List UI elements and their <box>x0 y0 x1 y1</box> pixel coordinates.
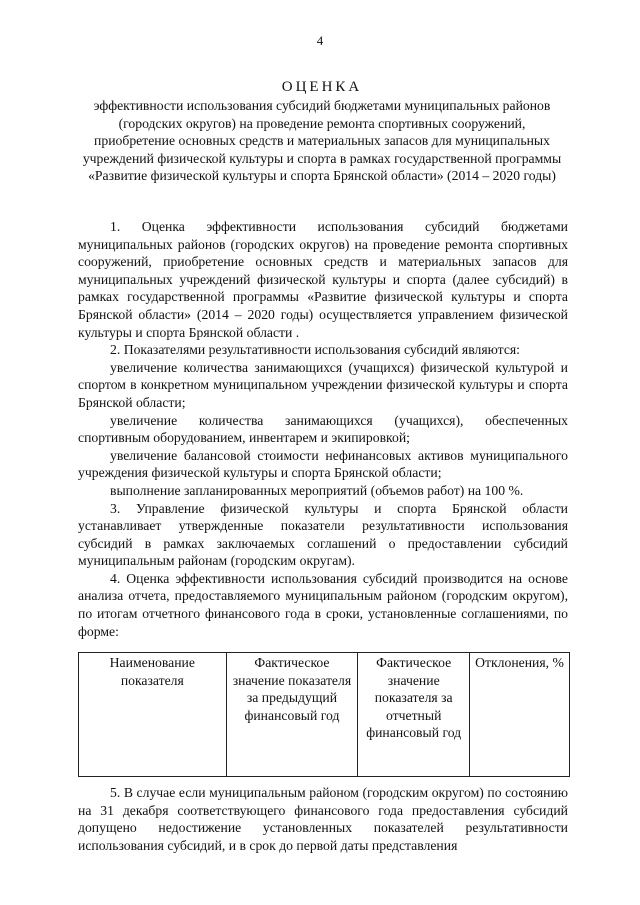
header-indicator-name: Наименование показателя <box>79 653 227 777</box>
document-subtitle: эффективности использования субсидий бюджетами муниципальных районов (городских округов) на проведение ремонта спортивных сооружений, приобретение основных средств и материальных запасов для муниципальных учреждений физической культуры и спорта в рамках государственной программы «Развитие физической культуры и спорта Брянской области» (2014 – 2020 годы) <box>82 98 562 184</box>
indicator-item-3: увеличение балансовой стоимости нефинансовых активов муниципального учреждения физической культуры и спорта Брянской области; <box>78 447 568 481</box>
paragraph-4: 4. Оценка эффективности использования субсидий производится на основе анализа отчета, предоставляемого муниципальным районом (городским округом), по итогам отчетного финансового года в сроки, установленные соглашениями, по форме: <box>78 570 568 639</box>
report-form-table <box>78 652 570 777</box>
page-number: 4 <box>316 33 324 48</box>
header-reporting-year-value: Фактическое значение показателя за отчетный финансовый год <box>358 653 470 777</box>
body-text-lower <box>78 784 568 854</box>
paragraph-2: 2. Показателями результативности использования субсидий являются: <box>110 342 520 358</box>
indicator-item-2: увеличение количества занимающихся (учащихся), обеспеченных спортивным оборудованием, инвентарем и экипировкой; <box>78 412 568 446</box>
header-deviation: Отклонения, % <box>470 653 570 777</box>
paragraph-5: 5. В случае если муниципальным районом (городским округом) по состоянию на 31 декабря соответствующего финансового года предоставления субсидий допущено недостижение установленных показателей результативности использования субсидий, и в срок до первой даты представления <box>78 785 568 853</box>
table-header-row <box>79 653 570 777</box>
body-text-upper <box>78 218 568 640</box>
document-heading <box>80 78 564 185</box>
paragraph-1: 1. Оценка эффективности использования субсидий бюджетами муниципальных районов (городских округов) на проведение ремонта спортивных сооружений, приобретение основных средств и материальных запасов для муниципальных учреждений физической культуры и спорта (далее субсидий) в рамках государственной программы «Развитие физической культуры и спорта Брянской области» (2014 – 2020 годы) осуществляется управлением физической культуры и спорта Брянской области . <box>78 219 568 340</box>
document-title: ОЦЕНКА <box>281 79 363 95</box>
indicator-item-1: увеличение количества занимающихся (учащихся) физической культурой и спортом в конкретном муниципальном учреждении физической культуры и спорта Брянской области; <box>78 359 568 410</box>
indicator-item-4: выполнение запланированных мероприятий (объемов работ) на 100 %. <box>110 482 524 498</box>
paragraph-3: 3. Управление физической культуры и спорта Брянской области устанавливает утвержденные показатели результативности использования субсидий в рамках заключаемых соглашений о предоставлении субсидий муниципальным районам (городским округам). <box>78 500 568 569</box>
header-previous-year-value: Фактическое значение показателя за предыдущий финансовый год <box>226 653 358 777</box>
